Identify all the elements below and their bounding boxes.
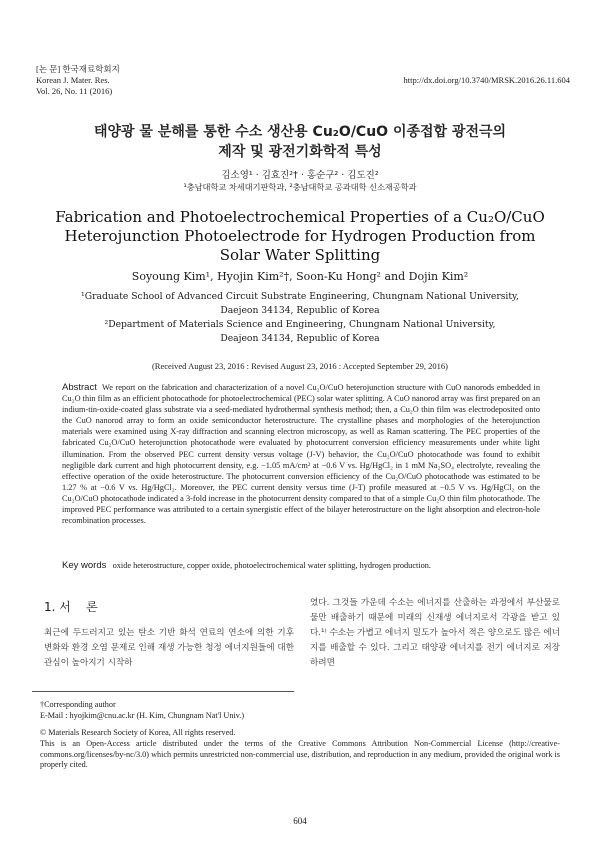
english-authors: Soyoung Kim¹, Hyojin Kim²†, Soon-Ku Hong² and Dojin Kim² [131,270,469,283]
abstract [62,382,540,526]
affiliation-1-line1: ¹Graduate School of Advanced Circuit Substrate Engineering, Chungnam National University, [81,291,519,302]
korean-title-line2: 제작 및 광전기화학적 특성 [218,144,382,160]
keywords-text: oxide heterostructure, copper oxide, photoelectrochemical water splitting, hydrogen production. [112,561,431,570]
body-left-column: 최근에 두드러지고 있는 탄소 기반 화석 연료의 연소에 의한 기후 변화와 환경 오염 문제로 인해 재생 가능한 청정 에너지원들에 대한 관심이 높아지기 시작하 [44,628,294,668]
section-number: 1. [44,600,56,614]
received-dates: (Received August 23, 2016 : Revised August 23, 2016 : Accepted September 29, 2016) [151,361,449,371]
korean-title-line1: 태양광 물 분해를 통한 수소 생산용 Cu₂O/CuO 이종접합 광전극의 [93,124,507,140]
journal-name: Korean J. Mater. Res. [36,75,110,85]
page-number: 604 [293,816,307,826]
journal-volume: Vol. 26, No. 11 (2016) [36,86,113,96]
abstract-text: We report on the fabrication and characterization of a novel Cu₂O/CuO heterojunction structure with CuO nanorods embedded in Cu₂O thin film as an efficient photocathode for photoelectrochemical (PEC) solar water splitting. A CuO nanorod array was first prepared on an indium-tin-oxide-coated glass substrate via a seed-mediated hydrothermal synthesis method; then, a Cu₂O thin film was electrodeposited onto the CuO nanorod array to form an oxide semiconductor heterostructure. The crystalline phases and morphologies of the heterojunction materials were examined using X-ray diffraction and scanning electron microscopy, as well as Raman scattering. The PEC properties of the fabricated Cu₂O/CuO heterojunction photocathode were evaluated by photocurrent conversion efficiency measurements under white light illumination. From the observed PEC current density versus voltage (J-V) behavior, the Cu₂O/CuO photocathode was found to exhibit negligible dark current and high photocurrent density, e.g. −1.05 mA/cm² at −0.6 V vs. Hg/HgCl₂ in 1 mM Na₂SO₄ electrolyte, revealing the effective operation of the oxide heterostructure. The photocurrent conversion efficiency of the Cu₂O/CuO photocathode was estimated to be 1.27 % at −0.6 V vs. Hg/HgCl₂. Moreover, the PEC current density versus time (J-T) profile measured at −0.5 V vs. Hg/HgCl₂ on the Cu₂O/CuO photocathode indicated a 3-fold increase in the photocurrent density compared to that of a simple Cu₂O thin film photocathode. The improved PEC performance was attributed to a certain synergistic effect of the bilayer heterostructure on the light absorption and electron-hole recombination processes. [62,383,540,526]
section-title: 서 론 [59,600,98,614]
copyright-notice: © Materials Research Society of Korea, All rights reserved. [40,728,236,737]
body-right-column: 였다. 그것들 가운데 수소는 에너지를 산출하는 과정에서 부산물로 물만 배출하기 때문에 미래의 신재생 에너지로서 각광을 받고 있다.¹⁾ 수소는 가볍고 에너지 밀도가 높아서 적은 양으로도 많은 에너지를 배출할 수 있다. 그리고 태양광 에너지를 전기 에너지로 저장하려면 [310,598,560,668]
english-title-line3: Solar Water Splitting [219,246,381,264]
corresponding-author: †Corresponding author [40,700,116,709]
keywords [62,560,540,571]
korean-affiliations: ¹충남대학교 차세대기판학과, ²충남대학교 공과대학 신소재공학과 [183,182,417,192]
affiliation-2-line1: ²Department of Materials Science and Engineering, Chungnam National University, [104,319,496,330]
affiliation-2-line2: Deajeon 34134, Republic of Korea [220,333,380,344]
doi-link[interactable]: http://dx.doi.org/10.3740/MRSK.2016.26.11.604 [403,75,570,85]
footnote-divider [32,691,294,692]
english-title-line2: Heterojunction Photoelectrode for Hydrogen Production from [64,227,536,245]
english-title-line1: Fabrication and Photoelectrochemical Properties of a Cu₂O/CuO [55,208,545,226]
korean-authors: 김소영¹ · 김효진²† · 홍순구² · 김도진² [221,170,379,181]
license-text: This is an Open-Access article distributed under the terms of the Creative Commons Attribution Non-Commercial License (http://creative-commons.org/licenses/by-nc/3.0) which permits unrestricted non-commercial use, distribution, and reproduction in any medium, provided the original work is properly cited. [40,739,560,770]
author-email[interactable]: E-Mail : hyojkim@cnu.ac.kr (H. Kim, Chungnam Nat'l Univ.) [40,711,245,720]
affiliation-1-line2: Daejeon 34134, Republic of Korea [220,305,380,316]
journal-kind: [논 문] 한국재료학회지 [36,64,120,74]
abstract-label: Abstract [62,382,97,393]
section-heading [44,598,98,615]
keywords-label: Key words [62,560,107,571]
